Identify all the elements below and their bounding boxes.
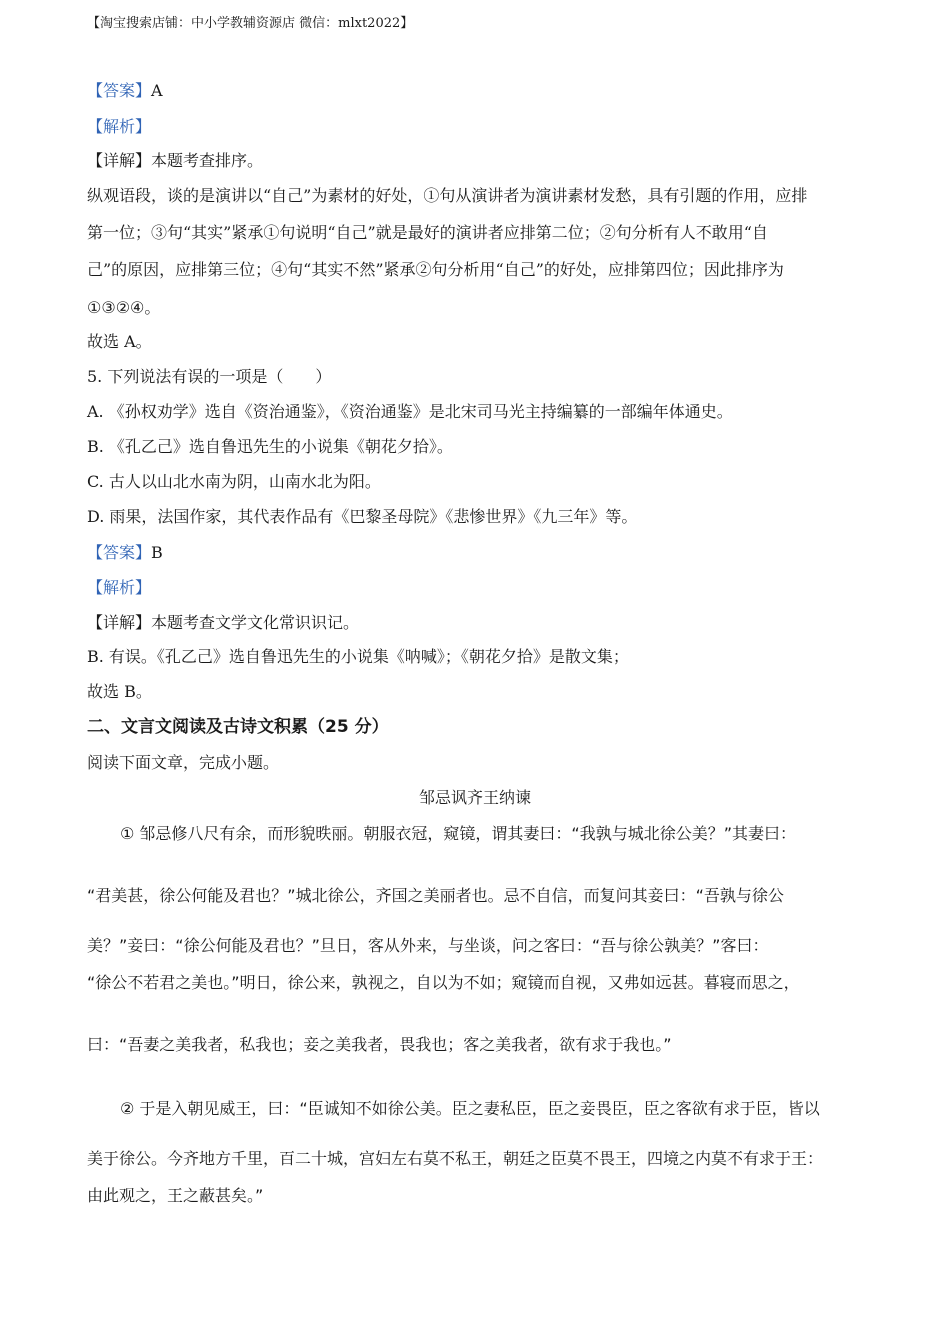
q4-explanation-line: 第一位；③句“其实”紧承①句说明“自己”就是最好的演讲者应排第二位；②句分析有人不敢用“自 — [87, 223, 768, 242]
passage-para1-line: “君美甚，徐公何能及君也？”城北徐公，齐国之美丽者也。忌不自信，而复问其妾曰：“吾孰与徐公 — [87, 886, 784, 905]
q4-answer-label: 【答案】 — [87, 81, 152, 100]
passage-para1-line: “徐公不若君之美也。”明日，徐公来，孰视之，自以为不如；窥镜而自视，又弗如远甚。暮寝而思之， — [87, 973, 800, 992]
q4-answer-line — [87, 81, 163, 101]
header-banner: 【淘宝搜索店铺：中小学教辅资源店 微信：mlxt2022】 — [87, 16, 414, 31]
passage-para2-line: 由此观之，王之蔽甚矣。” — [87, 1186, 264, 1205]
passage-para2-line: ② 于是入朝见威王，曰：“臣诚知不如徐公美。臣之妻私臣，臣之妾畏臣，臣之客欲有求于臣，皆以 — [120, 1099, 820, 1118]
passage-para1-line: ① 邹忌修八尺有余，而形貌昳丽。朝服衣冠，窥镜，谓其妻曰：“我孰与城北徐公美？”其妻曰： — [120, 824, 797, 843]
passage-title: 邹忌讽齐王纳谏 — [418, 788, 531, 807]
q5-answer-value: B — [151, 543, 163, 562]
passage-para2-line: 美于徐公。今齐地方千里，百二十城，宫妇左右莫不私王，朝廷之臣莫不畏王，四境之内莫不有求于王： — [87, 1149, 824, 1168]
q4-answer-value: A — [151, 81, 163, 100]
q4-analysis-label: 【解析】 — [87, 117, 152, 136]
q4-explanation-line: 纵观语段，谈的是演讲以“自己”为素材的好处，①句从演讲者为演讲素材发愁，具有引题的作用，应排 — [87, 186, 808, 205]
q5-analysis-label: 【解析】 — [87, 578, 152, 597]
q5-option-b: B. 《孔乙己》选自鲁迅先生的小说集《朝花夕拾》。 — [87, 437, 453, 456]
q5-conclusion: 故选 B。 — [87, 682, 152, 701]
q5-detail-intro: 【详解】本题考查文学文化常识识记。 — [87, 613, 360, 632]
q5-option-c: C. 古人以山北水南为阴，山南水北为阳。 — [87, 472, 381, 491]
q4-detail-intro: 【详解】本题考查排序。 — [87, 151, 264, 170]
passage-para1-line: 曰：“吾妻之美我者，私我也；妾之美我者，畏我也；客之美我者，欲有求于我也。” — [87, 1035, 672, 1054]
q5-answer-label: 【答案】 — [87, 543, 152, 562]
section-instruction: 阅读下面文章，完成小题。 — [87, 753, 280, 772]
q4-explanation-line: ①③②④。 — [87, 298, 161, 317]
q4-explanation-line: 己”的原因，应排第三位；④句“其实不然”紧承②句分析用“自己”的好处，应排第四位；因此排序为 — [87, 260, 784, 279]
passage-para1-line: 美？”妾曰：“徐公何能及君也？”旦日，客从外来，与坐谈，问之客曰：“吾与徐公孰美？”客曰： — [87, 936, 769, 955]
q5-answer-line — [87, 543, 163, 563]
q5-question: 5. 下列说法有误的一项是（ ） — [87, 367, 332, 386]
section-heading: 二、文言文阅读及古诗文积累（25 分） — [87, 717, 389, 737]
q5-option-a: A. 《孙权劝学》选自《资治通鉴》，《资治通鉴》是北宋司马光主持编纂的一部编年体通史。 — [87, 402, 733, 421]
q4-conclusion: 故选 A。 — [87, 332, 152, 351]
q5-option-d: D. 雨果，法国作家，其代表作品有《巴黎圣母院》《悲惨世界》《九三年》等。 — [87, 507, 638, 526]
q5-explanation: B. 有误。《孔乙己》选自鲁迅先生的小说集《呐喊》；《朝花夕拾》是散文集； — [87, 647, 629, 666]
